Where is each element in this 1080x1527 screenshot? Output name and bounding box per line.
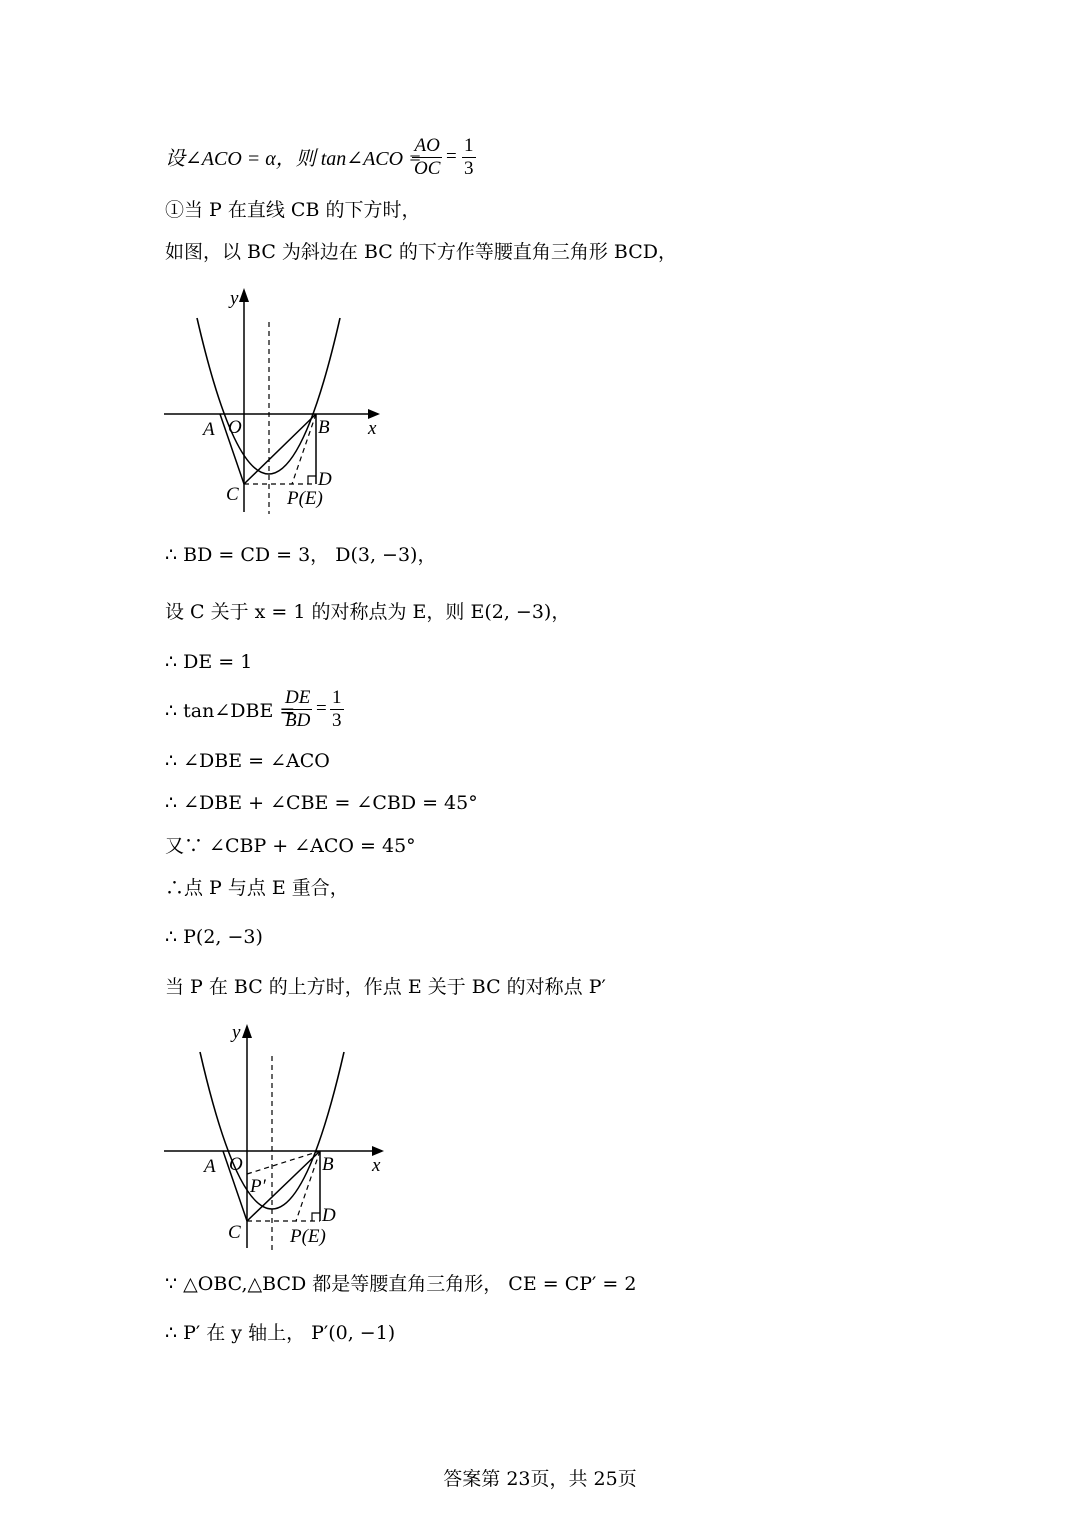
line-2: ①当 P 在直线 CB 的下方时， (165, 199, 421, 221)
right-angle-mark (308, 476, 316, 484)
page-footer: 答案第 23页，共 25页 (443, 1468, 637, 1490)
label-b: B (322, 1154, 334, 1175)
line-10: 又∵ ∠CBP + ∠ACO = 45° (165, 835, 416, 857)
fraction-numerator: 1 (332, 687, 342, 708)
line-9: ∴ ∠DBE + ∠CBE = ∠CBD = 45° (165, 792, 478, 814)
line-1 (165, 147, 422, 171)
label-d: D (322, 1205, 336, 1226)
fraction-numerator: DE (285, 687, 311, 708)
label-y: y (230, 288, 239, 309)
fraction-one-third (330, 687, 344, 732)
right-angle-mark (312, 1213, 320, 1221)
label-x: x (372, 1155, 381, 1176)
line-7-text: ∴ tan∠DBE = (165, 700, 296, 722)
fraction-de-bd (283, 687, 312, 732)
line-14: ∵ △OBC,△BCD 都是等腰直角三角形， CE = CP′ = 2 (165, 1273, 637, 1295)
label-c: C (226, 484, 239, 505)
fraction-numerator: 1 (464, 135, 474, 156)
fraction-denominator: 3 (464, 158, 474, 179)
line-6: ∴ DE = 1 (165, 651, 253, 673)
label-pe: P(E) (287, 488, 323, 509)
fraction-denominator: 3 (332, 710, 342, 731)
label-o: O (229, 1154, 243, 1175)
label-p-prime: P′ (250, 1176, 266, 1197)
label-x: x (368, 418, 377, 439)
line-11: ∴点 P 与点 E 重合， (165, 877, 349, 899)
y-arrow-icon (242, 1024, 252, 1038)
line-7 (165, 699, 295, 723)
label-d: D (318, 469, 332, 490)
segment-be (292, 414, 316, 484)
equals-sign: = (446, 146, 457, 167)
label-c: C (228, 1222, 241, 1243)
figure-2 (150, 1018, 400, 1258)
fraction-one-third (462, 135, 476, 180)
fraction-numerator: AO (412, 135, 442, 158)
line-8: ∴ ∠DBE = ∠ACO (165, 750, 330, 772)
line-3: 如图，以 BC 为斜边在 BC 的下方作等腰直角三角形 BCD， (165, 241, 677, 263)
label-o: O (228, 417, 242, 438)
equals-sign: = (316, 698, 327, 719)
line-1-text: 设∠ACO = α，则 tan∠ACO = (165, 148, 422, 170)
label-y: y (232, 1022, 241, 1043)
fraction-denominator: BD (285, 710, 311, 731)
line-15: ∴ P′ 在 y 轴上， P′(0, −1) (165, 1322, 396, 1344)
figure-1 (150, 282, 400, 522)
label-pe: P(E) (290, 1226, 326, 1247)
fraction-ao-oc (412, 135, 442, 180)
line-5: 设 C 关于 x = 1 的对称点为 E，则 E(2, −3)， (165, 601, 571, 623)
label-b: B (318, 417, 330, 438)
label-a: A (203, 419, 215, 440)
y-arrow-icon (239, 288, 249, 302)
line-12: ∴ P(2, −3) (165, 926, 263, 948)
fraction-denominator: OC (414, 158, 441, 179)
line-13: 当 P 在 BC 的上方时，作点 E 关于 BC 的对称点 P′ (165, 976, 606, 998)
segment-cb (244, 414, 316, 484)
line-4: ∴ BD = CD = 3， D(3, −3)， (165, 544, 437, 566)
label-a: A (204, 1156, 216, 1177)
